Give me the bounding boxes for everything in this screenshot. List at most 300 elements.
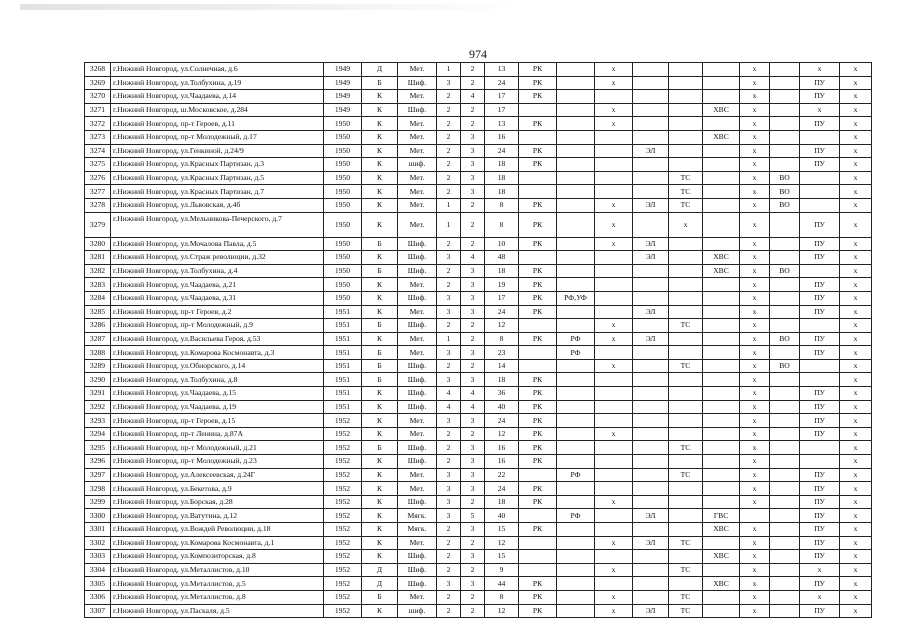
table-cell: х <box>840 604 872 618</box>
table-cell: Шиф. <box>398 319 437 333</box>
table-cell <box>519 536 557 550</box>
table-cell: ПУ <box>800 482 840 496</box>
table-cell <box>770 468 800 482</box>
table-cell <box>595 130 633 144</box>
table-cell: 3 <box>461 468 485 482</box>
table-cell: 1952 <box>324 468 362 482</box>
address-cell: г.Нижний Новгород, ул.Львовская, д.4б <box>111 198 324 212</box>
table-cell: РФ <box>557 346 595 360</box>
table-cell: 1952 <box>324 550 362 564</box>
table-cell: ПУ <box>800 278 840 292</box>
row-number: 3298 <box>85 482 111 496</box>
table-cell: 2 <box>461 103 485 117</box>
table-cell: Б <box>362 590 398 604</box>
table-cell: х <box>800 590 840 604</box>
table-cell: ТС <box>669 359 703 373</box>
table-cell: ТС <box>669 563 703 577</box>
table-cell: ПУ <box>800 237 840 251</box>
table-cell: х <box>840 495 872 509</box>
table-cell <box>557 158 595 172</box>
table-cell <box>595 185 633 199</box>
table-cell: х <box>840 237 872 251</box>
table-cell <box>595 414 633 428</box>
table-cell: ПУ <box>800 427 840 441</box>
row-number: 3276 <box>85 171 111 185</box>
table-cell <box>770 387 800 401</box>
table-cell: К <box>362 482 398 496</box>
table-cell: 8 <box>485 590 519 604</box>
table-cell: ВО <box>770 264 800 278</box>
table-cell: 4 <box>461 387 485 401</box>
table-cell: х <box>740 237 770 251</box>
table-cell <box>595 278 633 292</box>
table-cell <box>800 264 840 278</box>
table-cell: РК <box>519 117 557 131</box>
table-cell: ПУ <box>800 604 840 618</box>
table-cell: РК <box>519 427 557 441</box>
table-cell: ТС <box>669 319 703 333</box>
table-cell: 1952 <box>324 482 362 496</box>
address-cell: г.Нижний Новгород, ул.Комарова Космонавта, д.3 <box>111 346 324 360</box>
table-row <box>85 264 872 278</box>
address-cell: г.Нижний Новгород, ул.Металлистов, д.8 <box>111 590 324 604</box>
table-cell: Мет. <box>398 90 437 104</box>
table-cell <box>633 414 669 428</box>
table-cell: 3 <box>461 185 485 199</box>
table-cell: 18 <box>485 185 519 199</box>
row-number: 3281 <box>85 251 111 265</box>
table-cell: 18 <box>485 373 519 387</box>
table-cell <box>557 185 595 199</box>
table-cell: К <box>362 468 398 482</box>
table-cell: х <box>740 455 770 469</box>
table-row <box>85 509 872 523</box>
table-cell: х <box>840 212 872 237</box>
table-cell: 2 <box>437 590 461 604</box>
table-cell: 24 <box>485 305 519 319</box>
table-cell: 1950 <box>324 158 362 172</box>
table-cell <box>770 523 800 537</box>
table-cell: РК <box>519 144 557 158</box>
table-cell <box>557 387 595 401</box>
table-cell: х <box>840 158 872 172</box>
table-cell: К <box>362 495 398 509</box>
table-row <box>85 305 872 319</box>
table-cell <box>519 103 557 117</box>
table-row <box>85 387 872 401</box>
table-cell: Шиф. <box>398 373 437 387</box>
table-cell: ЭЛ <box>633 536 669 550</box>
table-cell: ТС <box>669 185 703 199</box>
table-cell: 3 <box>437 76 461 90</box>
table-cell: 1950 <box>324 185 362 199</box>
table-cell: 3 <box>461 291 485 305</box>
table-cell <box>557 455 595 469</box>
table-cell: 40 <box>485 509 519 523</box>
table-cell: х <box>840 90 872 104</box>
table-cell: х <box>595 63 633 77</box>
table-cell: х <box>740 76 770 90</box>
table-cell: 1952 <box>324 495 362 509</box>
table-cell: х <box>740 117 770 131</box>
table-cell <box>770 130 800 144</box>
row-number: 3282 <box>85 264 111 278</box>
table-cell: ТС <box>669 441 703 455</box>
table-cell: ЭЛ <box>633 305 669 319</box>
address-cell: г.Нижний Новгород, ул.Красных Партизан, д.7 <box>111 185 324 199</box>
table-cell <box>703 590 740 604</box>
table-cell: Шиф. <box>398 577 437 591</box>
table-cell: х <box>740 130 770 144</box>
row-number: 3286 <box>85 319 111 333</box>
table-cell: 2 <box>437 185 461 199</box>
table-cell: 2 <box>461 359 485 373</box>
table-row <box>85 373 872 387</box>
table-cell: х <box>740 590 770 604</box>
table-cell: РК <box>519 590 557 604</box>
table-cell: ХВС <box>703 577 740 591</box>
table-cell: 19 <box>485 278 519 292</box>
table-cell: х <box>840 103 872 117</box>
table-cell: Б <box>362 359 398 373</box>
table-cell: 2 <box>461 590 485 604</box>
table-cell: 1950 <box>324 251 362 265</box>
address-cell: г.Нижний Новгород, ул.Мельникова-Печерского, д.7 <box>111 212 324 237</box>
address-cell: г.Нижний Новгород, ул.Комарова Космонавта, д.1 <box>111 536 324 550</box>
table-cell: 1950 <box>324 117 362 131</box>
table-cell <box>633 158 669 172</box>
row-number: 3292 <box>85 400 111 414</box>
table-cell: Мет. <box>398 63 437 77</box>
table-cell: х <box>595 536 633 550</box>
table-cell: 1952 <box>324 427 362 441</box>
table-cell: х <box>840 523 872 537</box>
table-cell: 4 <box>461 251 485 265</box>
table-cell: 1951 <box>324 332 362 346</box>
table-cell <box>519 171 557 185</box>
table-cell <box>557 171 595 185</box>
table-cell: 3 <box>461 523 485 537</box>
table-cell: х <box>840 536 872 550</box>
table-cell: 2 <box>437 359 461 373</box>
table-cell <box>703 400 740 414</box>
table-cell <box>633 264 669 278</box>
row-number: 3274 <box>85 144 111 158</box>
table-cell: х <box>595 237 633 251</box>
table-row <box>85 319 872 333</box>
table-cell: х <box>740 63 770 77</box>
table-cell <box>633 577 669 591</box>
table-cell: 3 <box>437 509 461 523</box>
table-cell: х <box>840 264 872 278</box>
table-cell <box>595 387 633 401</box>
table-cell <box>770 495 800 509</box>
table-cell: 3 <box>437 414 461 428</box>
table-row <box>85 144 872 158</box>
table-cell: ВО <box>770 185 800 199</box>
table-cell <box>770 414 800 428</box>
row-number: 3277 <box>85 185 111 199</box>
table-cell: х <box>740 278 770 292</box>
table-cell <box>770 305 800 319</box>
table-cell: К <box>362 130 398 144</box>
table-cell <box>703 237 740 251</box>
table-cell: 2 <box>437 103 461 117</box>
table-cell <box>770 251 800 265</box>
table-cell: РК <box>519 523 557 537</box>
table-cell: Шиф. <box>398 495 437 509</box>
table-cell: х <box>840 278 872 292</box>
table-cell <box>800 359 840 373</box>
table-cell: Мет. <box>398 171 437 185</box>
table-cell: ПУ <box>800 76 840 90</box>
table-cell <box>669 577 703 591</box>
table-cell: х <box>595 76 633 90</box>
table-cell <box>703 212 740 237</box>
table-cell: х <box>740 332 770 346</box>
table-cell: ПУ <box>800 577 840 591</box>
table-cell: ХВС <box>703 550 740 564</box>
table-cell: 1949 <box>324 103 362 117</box>
address-cell: г.Нижний Новгород, ш.Московское, д.284 <box>111 103 324 117</box>
table-cell <box>770 63 800 77</box>
table-cell: РК <box>519 455 557 469</box>
table-cell: Б <box>362 76 398 90</box>
table-cell <box>703 117 740 131</box>
buildings-table <box>84 62 872 618</box>
table-cell <box>595 305 633 319</box>
table-cell <box>703 482 740 496</box>
address-cell: г.Нижний Новгород, ул.Чаадаева, д.21 <box>111 278 324 292</box>
table-row <box>85 198 872 212</box>
table-cell: ПУ <box>800 212 840 237</box>
table-row <box>85 278 872 292</box>
table-cell <box>800 185 840 199</box>
table-cell: 2 <box>437 237 461 251</box>
table-cell: 2 <box>461 319 485 333</box>
table-cell: х <box>740 264 770 278</box>
table-cell <box>633 550 669 564</box>
table-cell: Мет. <box>398 346 437 360</box>
table-cell <box>703 305 740 319</box>
address-cell: г.Нижний Новгород, ул.Чаадаева, д.14 <box>111 90 324 104</box>
table-cell: ПУ <box>800 346 840 360</box>
table-cell <box>595 373 633 387</box>
table-cell: Б <box>362 441 398 455</box>
table-cell: 2 <box>437 563 461 577</box>
table-cell <box>595 468 633 482</box>
table-cell: ТС <box>669 590 703 604</box>
table-cell: ТС <box>669 604 703 618</box>
table-cell <box>703 441 740 455</box>
table-cell: ПУ <box>800 550 840 564</box>
table-cell <box>633 387 669 401</box>
table-cell <box>519 359 557 373</box>
address-cell: г.Нижний Новгород, пр-т Молодежный, д.23 <box>111 455 324 469</box>
table-cell: х <box>740 319 770 333</box>
table-cell <box>557 482 595 496</box>
table-cell: 2 <box>437 604 461 618</box>
table-cell <box>557 130 595 144</box>
table-row <box>85 185 872 199</box>
table-cell: ПУ <box>800 387 840 401</box>
page-number: 974 <box>469 47 487 61</box>
address-cell: г.Нижний Новгород, ул.Обнорского, д.14 <box>111 359 324 373</box>
table-cell: 1 <box>437 63 461 77</box>
table-cell: 1949 <box>324 76 362 90</box>
table-cell: х <box>840 509 872 523</box>
table-cell <box>557 373 595 387</box>
table-cell <box>770 550 800 564</box>
table-cell: х <box>740 198 770 212</box>
table-cell <box>770 103 800 117</box>
table-cell <box>669 278 703 292</box>
address-cell: г.Нижний Новгород, ул.Васильева Героя, д.53 <box>111 332 324 346</box>
table-cell: х <box>595 103 633 117</box>
address-cell: г.Нижний Новгород, ул.Красных Партизан, д.5 <box>111 171 324 185</box>
table-cell: 18 <box>485 264 519 278</box>
table-cell: РФ <box>557 468 595 482</box>
table-cell: х <box>740 468 770 482</box>
table-cell <box>770 90 800 104</box>
table-cell <box>633 130 669 144</box>
table-cell: 2 <box>461 427 485 441</box>
table-cell: 1 <box>437 212 461 237</box>
row-number: 3268 <box>85 63 111 77</box>
table-cell: 1 <box>437 198 461 212</box>
table-cell: Мет. <box>398 117 437 131</box>
table-cell <box>800 455 840 469</box>
table-cell <box>770 346 800 360</box>
table-cell: 2 <box>461 495 485 509</box>
table-cell <box>703 90 740 104</box>
table-cell: РК <box>519 198 557 212</box>
table-cell: 18 <box>485 171 519 185</box>
table-cell: ХВС <box>703 251 740 265</box>
table-cell <box>595 171 633 185</box>
table-cell: К <box>362 251 398 265</box>
row-number: 3273 <box>85 130 111 144</box>
table-cell <box>557 76 595 90</box>
table-cell: х <box>740 103 770 117</box>
table-cell <box>703 414 740 428</box>
table-cell: х <box>840 144 872 158</box>
table-cell: х <box>669 212 703 237</box>
table-cell: х <box>740 441 770 455</box>
table-cell: Д <box>362 577 398 591</box>
table-cell <box>669 305 703 319</box>
table-cell <box>770 590 800 604</box>
row-number: 3275 <box>85 158 111 172</box>
table-cell: 1952 <box>324 563 362 577</box>
table-cell <box>557 198 595 212</box>
table-cell: Шиф. <box>398 251 437 265</box>
table-cell <box>633 319 669 333</box>
table-cell: 2 <box>461 604 485 618</box>
table-cell: РК <box>519 604 557 618</box>
table-cell <box>557 63 595 77</box>
address-cell: г.Нижний Новгород, ул.Металлистов, д.5 <box>111 577 324 591</box>
row-number: 3289 <box>85 359 111 373</box>
table-cell <box>595 251 633 265</box>
table-row <box>85 468 872 482</box>
table-cell: 24 <box>485 144 519 158</box>
table-cell: РК <box>519 158 557 172</box>
table-cell: 1950 <box>324 212 362 237</box>
table-cell <box>557 212 595 237</box>
table-cell <box>703 495 740 509</box>
table-cell <box>633 278 669 292</box>
table-cell: х <box>595 495 633 509</box>
table-cell <box>669 264 703 278</box>
address-cell: г.Нижний Новгород, ул.Генкиной, д.24/9 <box>111 144 324 158</box>
table-cell: 3 <box>461 482 485 496</box>
table-cell: 1950 <box>324 237 362 251</box>
table-cell <box>703 346 740 360</box>
table-cell <box>703 455 740 469</box>
table-cell <box>595 550 633 564</box>
row-number: 3293 <box>85 414 111 428</box>
table-row <box>85 171 872 185</box>
table-cell: ТС <box>669 468 703 482</box>
table-cell: 1952 <box>324 577 362 591</box>
table-cell <box>595 455 633 469</box>
table-cell: х <box>840 563 872 577</box>
table-cell <box>595 577 633 591</box>
table-cell <box>770 455 800 469</box>
table-cell: РК <box>519 400 557 414</box>
table-cell <box>770 400 800 414</box>
table-cell: Мет. <box>398 468 437 482</box>
table-cell: ПУ <box>800 90 840 104</box>
table-cell <box>669 455 703 469</box>
table-cell: 17 <box>485 103 519 117</box>
table-cell: РК <box>519 387 557 401</box>
table-cell <box>633 590 669 604</box>
table-cell: 15 <box>485 550 519 564</box>
table-cell <box>770 509 800 523</box>
table-cell <box>595 90 633 104</box>
table-cell: х <box>740 144 770 158</box>
table-cell <box>633 291 669 305</box>
row-number: 3306 <box>85 590 111 604</box>
table-cell: х <box>740 185 770 199</box>
table-cell: х <box>840 359 872 373</box>
table-cell: РК <box>519 577 557 591</box>
table-cell <box>557 117 595 131</box>
table-cell <box>557 103 595 117</box>
table-cell: 8 <box>485 212 519 237</box>
table-cell <box>800 130 840 144</box>
table-cell: х <box>595 590 633 604</box>
table-cell: 40 <box>485 400 519 414</box>
table-cell: Шиф. <box>398 441 437 455</box>
table-cell: 18 <box>485 495 519 509</box>
table-row <box>85 427 872 441</box>
table-cell: Мет. <box>398 427 437 441</box>
table-cell: 17 <box>485 90 519 104</box>
table-row <box>85 604 872 618</box>
table-cell: х <box>840 76 872 90</box>
table-cell: шиф. <box>398 604 437 618</box>
table-cell: ЭЛ <box>633 509 669 523</box>
address-cell: г.Нижний Новгород, пр-т Молодежный, д.17 <box>111 130 324 144</box>
table-cell <box>669 523 703 537</box>
table-cell <box>800 441 840 455</box>
table-cell <box>633 563 669 577</box>
table-cell <box>557 536 595 550</box>
table-cell <box>557 144 595 158</box>
